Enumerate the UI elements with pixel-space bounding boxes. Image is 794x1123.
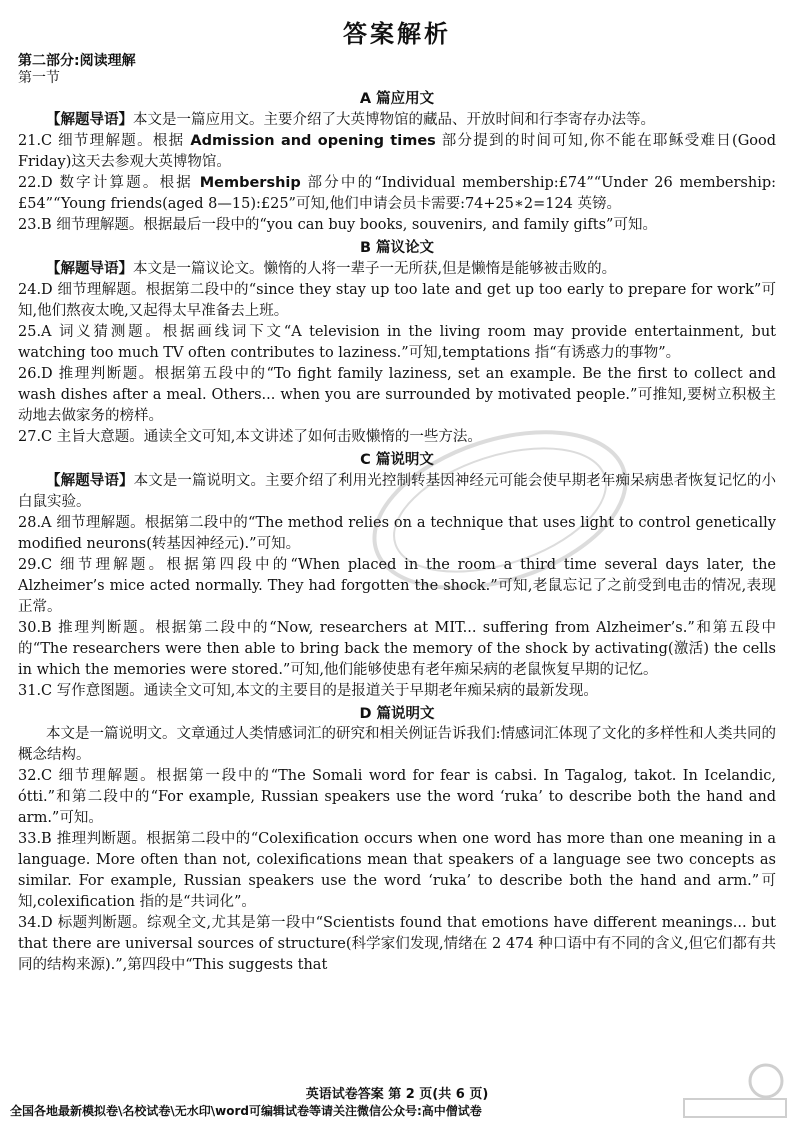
answer-number: 33.B bbox=[18, 831, 57, 847]
answer-text: 细节理解题。根据第二段中的“The method relies on a technique that uses light to control genetically modified neurons(转基因神经元).”可知。 bbox=[18, 515, 777, 552]
answer-item bbox=[18, 913, 776, 976]
guide-text: 本文是一篇议论文。懒惰的人将一辈子一无所获,但是懒惰是能够被击败的。 bbox=[133, 261, 617, 277]
answer-item bbox=[18, 513, 776, 555]
passage-guide bbox=[18, 109, 776, 131]
page-title: 答案解析 bbox=[343, 20, 451, 48]
guide-text: 本文是一篇说明文。文章通过人类情感词汇的研究和相关例证告诉我们:情感词汇体现了文化的多样性和人类共同的概念结构。 bbox=[18, 726, 776, 763]
answer-item bbox=[18, 427, 776, 448]
answer-text: 推理判断题。根据第五段中的“To fight family laziness, set an example. Be the first to collect and wash dishes after a meal. Others... when you are surrounded by motivated people.”可推知,要树立积极主动地去做家务的榜样。 bbox=[18, 366, 776, 424]
guide-tag: 【解题导语】 bbox=[46, 111, 133, 128]
answer-number: 25.A bbox=[18, 324, 59, 340]
passage-heading: C 篇说明文 bbox=[360, 452, 434, 468]
answer-text: 细节理解题。根据第二段中的“since they stay up too late and get up too early to prepare for work”可知,他们熬夜太晚,又起得太早准备去上班。 bbox=[18, 282, 777, 319]
answer-number: 22.D bbox=[18, 175, 60, 191]
answer-item bbox=[18, 681, 776, 702]
answer-item bbox=[18, 618, 776, 681]
answer-text: 主旨大意题。通读全文可知,本文讲述了如何击败懒惰的一些方法。 bbox=[56, 429, 482, 445]
answer-number: 32.C bbox=[18, 768, 59, 784]
answer-item bbox=[18, 829, 776, 913]
answer-text: 写作意图题。通读全文可知,本文的主要目的是报道关于早期老年痴呆病的最新发现。 bbox=[56, 683, 598, 699]
answer-item bbox=[18, 766, 776, 829]
answer-bold: Admission and opening times bbox=[190, 133, 436, 149]
answer-item bbox=[18, 364, 776, 427]
answer-number: 21.C bbox=[18, 133, 59, 149]
passage-guide bbox=[18, 258, 776, 280]
answer-item bbox=[18, 322, 776, 364]
answer-text: 推理判断题。根据第二段中的“Colexification occurs when one word has more than one meaning in a language. More often than not, colexifications mean that speakers of a language see two concepts as similar. For example, Russian speakers use the word ‘ruka’ to describe both the hand and arm.”可知,colexification 指的是“共词化”。 bbox=[18, 831, 777, 910]
answer-number: 27.C bbox=[18, 429, 57, 445]
section-heading: 第一节 bbox=[18, 70, 60, 86]
answer-text: 细节理解题。根据 bbox=[58, 133, 191, 149]
passages-container bbox=[18, 89, 776, 976]
answer-item bbox=[18, 280, 776, 322]
answer-text: 细节理解题。根据最后一段中的“you can buy books, souvenirs, and family gifts”可知。 bbox=[56, 217, 657, 233]
answer-number: 23.B bbox=[18, 217, 57, 233]
guide-text: 本文是一篇说明文。主要介绍了利用光控制转基因神经元可能会使早期老年痴呆病患者恢复记忆的小白鼠实验。 bbox=[18, 473, 777, 510]
promo-footer: 全国各地最新模拟卷\名校试卷\无水印\word可编辑试卷等请关注微信公众号:高中僧试卷 bbox=[10, 1104, 482, 1118]
answer-item bbox=[18, 131, 776, 173]
passage-heading: D 篇说明文 bbox=[359, 706, 435, 722]
answer-number: 26.D bbox=[18, 366, 59, 382]
answer-bold: Membership bbox=[199, 175, 301, 191]
guide-tag: 【解题导语】 bbox=[46, 260, 133, 277]
answer-item bbox=[18, 555, 776, 618]
answer-number: 30.B bbox=[18, 620, 59, 636]
answer-number: 24.D bbox=[18, 282, 58, 298]
answer-text-post: 部分中的“Individual membership:£74”“Under 26 membership:£54”“Young friends(aged 8—15):£25”可知,他们申请会员卡需要:74+25∗2=124 英镑。 bbox=[18, 175, 777, 212]
guide-tag: 【解题导语】 bbox=[46, 472, 134, 489]
page-footer: 英语试卷答案 第 2 页(共 6 页) bbox=[305, 1087, 489, 1102]
answer-text: 推理判断题。根据第二段中的“Now, researchers at MIT... suffering from Alzheimer’s.”和第五段中的“The researchers were then able to bring back the memory of the shock by activating(激活) the cells in which the memories were stored.”可知,他们能够使患有老年痴呆病的老鼠恢复早期的记忆。 bbox=[18, 620, 776, 678]
answer-item bbox=[18, 215, 776, 236]
part-heading: 第二部分:阅读理解 bbox=[18, 53, 136, 69]
answer-text: 数字计算题。根据 bbox=[59, 175, 200, 191]
answer-text-post: 部分提到的时间可知,你不能在耶稣受难日(Good Friday)这天去参观大英博物馆。 bbox=[18, 133, 777, 170]
answer-item bbox=[18, 173, 776, 215]
passage-guide bbox=[18, 724, 776, 766]
answer-text: 标题判断题。综观全文,尤其是第一段中“Scientists found that emotions have different meanings... but that there are universal sources of structure(科学家们发现,情绪在 2 474 种口语中有不同的含义,但它们都有共同的结构来源).”,第四段中“This suggests that bbox=[18, 915, 777, 973]
answer-text: 词义猜测题。根据画线词下文“A television in the living room may provide entertainment, but watching too much TV often contributes to laziness.”可知,temptations 指“有诱惑力的事物”。 bbox=[18, 324, 776, 361]
passage-guide bbox=[18, 470, 776, 513]
answer-number: 29.C bbox=[18, 557, 60, 573]
answer-number: 28.A bbox=[18, 515, 57, 531]
guide-text: 本文是一篇应用文。主要介绍了大英博物馆的藏品、开放时间和行李寄存办法等。 bbox=[133, 112, 655, 128]
answer-text: 细节理解题。根据第四段中的“When placed in the room a third time several days later, the Alzheimer’s mice acted normally. They had forgotten the shock.”可知,老鼠忘记了之前受到电击的情况,表现正常。 bbox=[18, 557, 777, 615]
passage-heading: B 篇议论文 bbox=[359, 240, 435, 256]
answer-number: 31.C bbox=[18, 683, 57, 699]
answer-page bbox=[18, 14, 776, 976]
passage-heading: A 篇应用文 bbox=[359, 91, 435, 107]
answer-number: 34.D bbox=[18, 915, 58, 931]
answer-text: 细节理解题。根据第一段中的“The Somali word for fear is cabsi. In Tagalog, takot. In Icelandic, ótti.”和第二段中的“For example, Russian speakers use the word ‘ruka’ to describe both the hand and arm.”可知。 bbox=[18, 768, 776, 826]
